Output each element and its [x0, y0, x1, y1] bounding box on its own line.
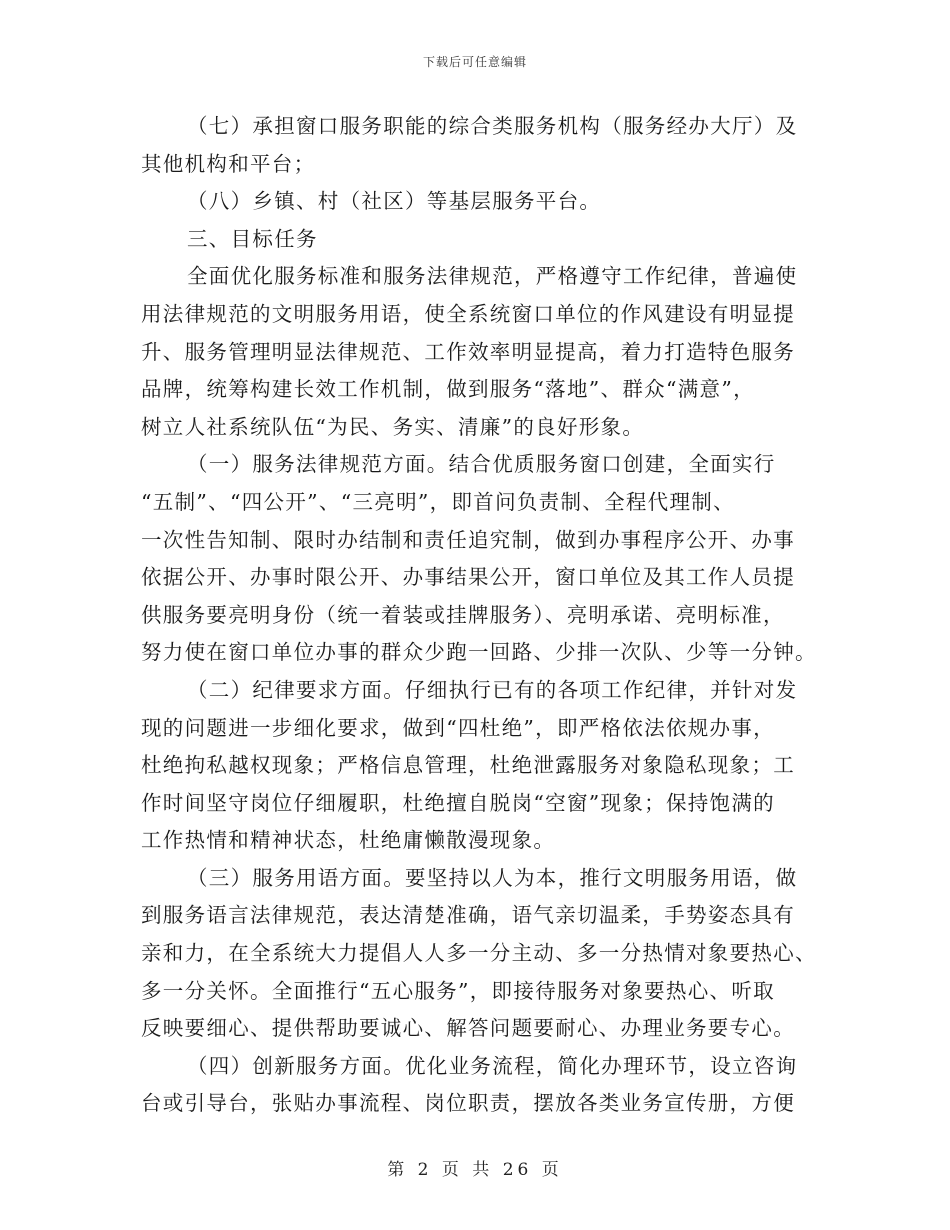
text-line: 树立人社系统队伍“为民、务实、清廉”的良好形象。: [141, 414, 645, 439]
text-line: （四）创新服务方面。优化业务流程，简化办理环节，设立咨询: [187, 1053, 798, 1078]
text-line: 到服务语言法律规范，表达清楚准确，语气亲切温柔，手势姿态具有: [141, 903, 795, 928]
text-line: 反映要细心、提供帮助要诚心、解答问题要耐心、办理业务要专心。: [141, 1016, 795, 1041]
text-line: （七）承担窗口服务职能的综合类服务机构（服务经办大厅）及: [187, 114, 798, 138]
text-line: 一次性告知制、限时办结制和责任追究制，做到办事程序公开、办事: [141, 527, 795, 552]
text-line: “五制”、“四公开”、“三亮明”，即首问负责制、全程代理制、: [141, 489, 735, 514]
text-line: 杜绝拘私越权现象；严格信息管理，杜绝泄露服务对象隐私现象；工: [141, 753, 795, 778]
text-line: 升、服务管理明显法律规范、工作效率明显提高，着力打造特色服务: [141, 339, 795, 364]
text-line: 工作热情和精神状态，杜绝庸懒散漫现象。: [141, 828, 556, 853]
text-line: 用法律规范的文明服务用语，使全系统窗口单位的作风建设有明显提: [141, 301, 795, 326]
header-note: 下载后可任意编辑: [422, 55, 527, 69]
text-line: 亲和力，在全系统大力提倡人人多一分主动、多一分热情对象要热心、: [141, 941, 817, 966]
text-line: 全面优化服务标准和服务法律规范，严格遵守工作纪律，普遍使: [187, 264, 798, 289]
text-line: 供服务要亮明身份（统一着装或挂牌服务）、亮明承诺、亮明标准，: [141, 602, 785, 627]
text-line: 努力使在窗口单位办事的群众少跑一回路、少排一次队、少等一分钟。: [141, 640, 817, 665]
text-line: 台或引导台，张贴办事流程、岗位职责，摆放各类业务宣传册，方便: [141, 1091, 795, 1116]
document-body: [141, 108, 817, 1123]
text-line: （八）乡镇、村（社区）等基层服务平台。: [187, 189, 602, 214]
text-line: 其他机构和平台；: [141, 151, 316, 176]
text-line: （一）服务法律规范方面。结合优质服务窗口创建，全面实行: [187, 452, 776, 477]
text-line: 作时间坚守岗位仔细履职，杜绝擅自脱岗“空窗”现象；保持饱满的: [141, 790, 775, 815]
text-line: 依据公开、办事时限公开、办事结果公开，窗口单位及其工作人员提: [141, 565, 795, 590]
page-number: 第 2 页 共 26 页: [387, 1160, 563, 1180]
text-line: （三）服务用语方面。要坚持以人为本，推行文明服务用语，做: [187, 865, 798, 890]
text-line: 现的问题进一步细化要求，做到“四杜绝”，即严格依法依规办事，: [141, 715, 775, 740]
text-line: 多一分关怀。全面推行“五心服务”，即接待服务对象要热心、听取: [141, 978, 775, 1003]
text-line: （二）纪律要求方面。仔细执行已有的各项工作纪律，并针对发: [187, 677, 798, 702]
text-line: 品牌，统筹构建长效工作机制，做到服务“落地”、群众“满意”，: [141, 377, 755, 402]
text-line: 三、目标任务: [187, 226, 318, 251]
